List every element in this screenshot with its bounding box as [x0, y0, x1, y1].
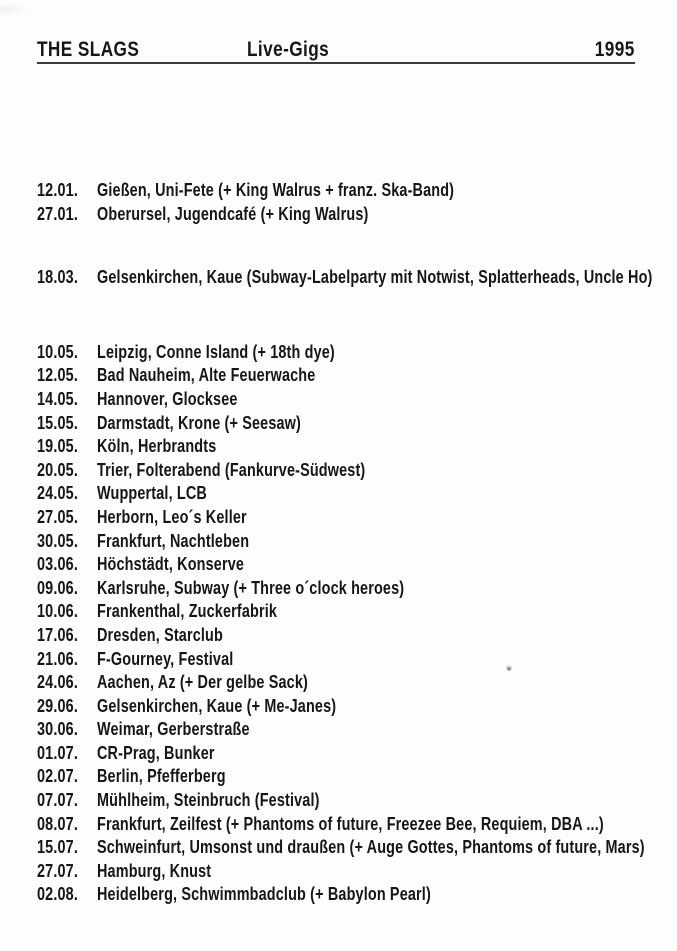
gig-row-inner	[37, 459, 365, 483]
gig-venue: Oberursel, Jugendcafé (+ King Walrus)	[97, 203, 369, 224]
gig-venue: F-Gourney, Festival	[97, 648, 234, 669]
gig-venue: Dresden, Starclub	[97, 624, 223, 645]
gig-row-inner	[37, 742, 215, 766]
gig-venue: Berlin, Pfefferberg	[97, 766, 226, 787]
gig-row	[37, 883, 673, 907]
gig-group	[37, 266, 673, 290]
gig-venue: Köln, Herbrandts	[97, 436, 217, 457]
gig-date: 24.06.	[37, 672, 78, 693]
gig-venue: Gießen, Uni-Fete (+ King Walrus + franz. Ska-Band)	[97, 180, 455, 200]
gig-venue: Frankfurt, Zeilfest (+ Phantoms of future, Freezee Bee, Requiem, DBA ...)	[97, 813, 604, 834]
gig-group	[37, 179, 673, 226]
gig-row	[37, 600, 673, 624]
gig-row-inner	[37, 718, 250, 742]
gig-row-inner	[37, 860, 211, 884]
gig-date: 24.05.	[37, 483, 78, 504]
gig-venue: Wuppertal, LCB	[97, 483, 207, 504]
gig-row	[37, 412, 673, 436]
gig-date: 02.08.	[37, 884, 78, 905]
gig-row	[37, 459, 673, 483]
gig-group	[37, 341, 673, 907]
gig-date: 14.05.	[37, 388, 78, 409]
gig-row	[37, 506, 673, 530]
gig-row-inner	[37, 388, 238, 412]
gig-row	[37, 860, 673, 884]
gig-row	[37, 836, 673, 860]
gig-row-inner	[37, 266, 652, 290]
page-title: Live-Gigs	[247, 38, 330, 61]
gig-date: 09.06.	[37, 577, 78, 598]
gig-date: 10.05.	[37, 341, 78, 362]
gig-row-inner	[37, 836, 645, 860]
gig-date: 21.06.	[37, 648, 78, 669]
gig-row	[37, 553, 673, 577]
gig-date: 18.03.	[37, 267, 78, 288]
gig-row	[37, 813, 673, 837]
gig-row-inner	[37, 671, 308, 695]
gig-venue: Trier, Folterabend (Fankurve-Südwest)	[97, 459, 366, 480]
gig-row-inner	[37, 203, 368, 227]
gig-row	[37, 718, 673, 742]
gig-row	[37, 789, 673, 813]
gig-venue: Heidelberg, Schwimmbadclub (+ Babylon Pearl)	[97, 884, 431, 905]
gig-date: 19.05.	[37, 436, 78, 457]
gig-row	[37, 671, 673, 695]
gig-date: 30.05.	[37, 530, 78, 551]
gig-date: 02.07.	[37, 766, 78, 787]
gig-date: 07.07.	[37, 790, 78, 811]
gig-venue: Frankfurt, Nachtleben	[97, 530, 250, 551]
gig-row	[37, 435, 673, 459]
gig-row-inner	[37, 648, 233, 672]
gig-row-inner	[37, 883, 431, 907]
gig-date: 17.06.	[37, 624, 78, 645]
gig-venue: Mühlheim, Steinbruch (Festival)	[97, 790, 320, 811]
gig-row	[37, 179, 673, 203]
gig-row	[37, 364, 673, 388]
gig-date: 12.01.	[37, 180, 78, 200]
gig-row-inner	[37, 789, 320, 813]
gig-list	[37, 179, 673, 907]
gig-row-inner	[37, 624, 223, 648]
gig-row-inner	[37, 506, 247, 530]
gig-date: 12.05.	[37, 365, 78, 386]
gig-row-inner	[37, 364, 315, 388]
gig-date: 01.07.	[37, 742, 78, 763]
gig-row-inner	[37, 695, 336, 719]
gig-row-inner	[37, 482, 207, 506]
gig-date: 08.07.	[37, 813, 78, 834]
gig-date: 10.06.	[37, 601, 78, 622]
gig-row-inner	[37, 341, 335, 365]
gig-row	[37, 624, 673, 648]
gig-row	[37, 695, 673, 719]
gig-row-inner	[37, 412, 301, 436]
gig-row	[37, 742, 673, 766]
gig-date: 27.05.	[37, 506, 78, 527]
gig-row-inner	[37, 530, 249, 554]
gig-date: 15.05.	[37, 412, 78, 433]
gig-venue: Gelsenkirchen, Kaue (Subway-Labelparty mit Notwist, Splatterheads, Uncle Ho)	[97, 267, 653, 288]
gig-row-inner	[37, 179, 454, 203]
gig-date: 15.07.	[37, 837, 78, 858]
gig-venue: Bad Nauheim, Alte Feuerwache	[97, 365, 316, 386]
gig-venue: Hannover, Glocksee	[97, 388, 238, 409]
gig-row	[37, 341, 673, 365]
gig-venue: Leipzig, Conne Island (+ 18th dye)	[97, 341, 335, 362]
gig-row-inner	[37, 813, 604, 837]
gig-date: 27.01.	[37, 203, 78, 224]
gig-venue: Hamburg, Knust	[97, 860, 212, 881]
gig-venue: Darmstadt, Krone (+ Seesaw)	[97, 412, 301, 433]
gig-date: 27.07.	[37, 860, 78, 881]
page-header	[37, 38, 635, 64]
gig-venue: Schweinfurt, Umsonst und draußen (+ Auge Gottes, Phantoms of future, Mars)	[97, 837, 645, 858]
gig-row-inner	[37, 765, 226, 789]
gig-row	[37, 203, 673, 227]
gig-row-inner	[37, 600, 277, 624]
gig-date: 03.06.	[37, 554, 78, 575]
gig-venue: CR-Prag, Bunker	[97, 742, 215, 763]
gig-row	[37, 388, 673, 412]
gig-row	[37, 530, 673, 554]
gig-row-inner	[37, 577, 404, 601]
scan-speck	[506, 664, 512, 671]
gig-venue: Frankenthal, Zuckerfabrik	[97, 601, 278, 622]
gig-row	[37, 577, 673, 601]
gig-venue: Karlsruhe, Subway (+ Three o´clock heroes)	[97, 577, 405, 598]
band-name: THE SLAGS	[37, 38, 140, 61]
gig-venue: Höchstädt, Konserve	[97, 554, 245, 575]
year-label: 1995	[595, 38, 635, 61]
gig-row	[37, 648, 673, 672]
gig-date: 29.06.	[37, 695, 78, 716]
gig-row	[37, 482, 673, 506]
gig-row-inner	[37, 435, 216, 459]
gig-venue: Weimar, Gerberstraße	[97, 719, 250, 740]
gig-row	[37, 765, 673, 789]
gig-venue: Aachen, Az (+ Der gelbe Sack)	[97, 672, 308, 693]
gig-venue: Gelsenkirchen, Kaue (+ Me-Janes)	[97, 695, 337, 716]
gig-date: 30.06.	[37, 719, 78, 740]
gig-row	[37, 266, 673, 290]
gig-row-inner	[37, 553, 244, 577]
gig-venue: Herborn, Leo´s Keller	[97, 506, 247, 527]
gig-date: 20.05.	[37, 459, 78, 480]
